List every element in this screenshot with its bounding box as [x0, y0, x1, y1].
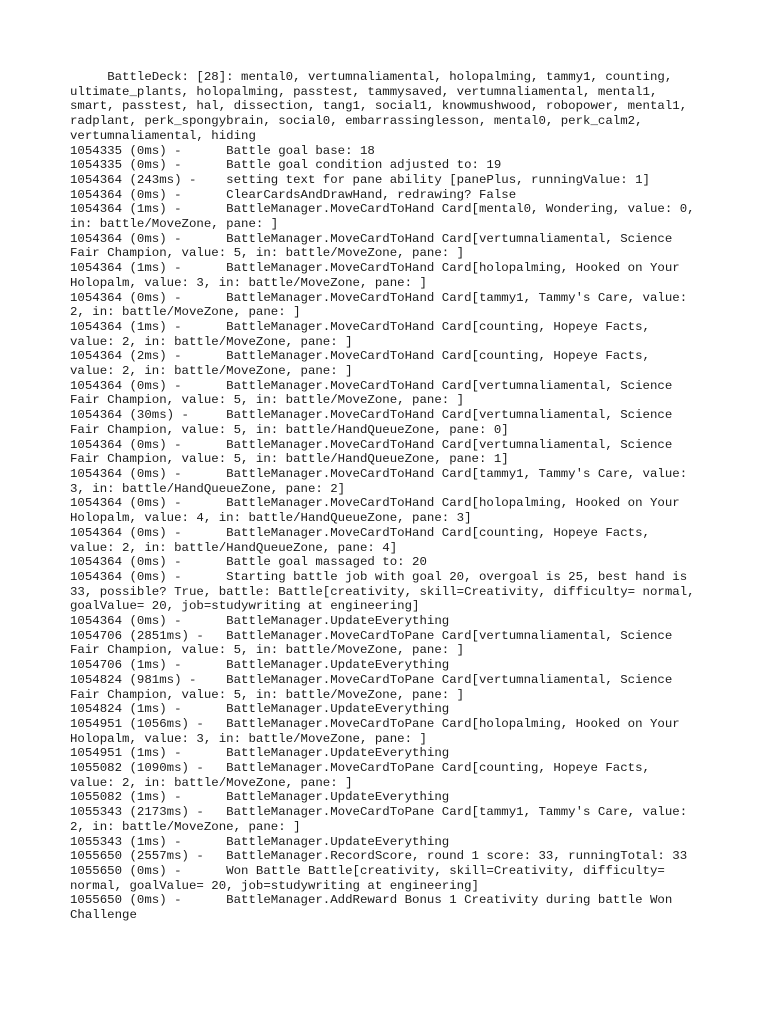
log-line: 1055650 (0ms) - Won Battle Battle[creativity, skill=Creativity, difficulty= normal, goalValue= 20, job=studywriting at engineering] — [70, 863, 673, 893]
log-line: 1054335 (0ms) - Battle goal condition adjusted to: 19 — [70, 158, 502, 173]
log-line: 1054951 (1056ms) - BattleManager.MoveCardToPane Card[holopalming, Hooked on Your Holopalm, value: 3, in: battle/MoveZone, pane: ] — [70, 716, 688, 746]
log-line-battledeck: BattleDeck: [28]: mental0, vertumnaliamental, holopalming, tammy1, counting, ultimate_plants, holopalming, passtest, tammysaved, vertumnaliamental, mental1, smart, passtest, hal, dissection, tang1, social1, knowmushwood, robopower, mental1, radplant, perk_spongybrain, social0, embarrassinglesson, mental0, perk_calm2, vertumnaliamental, hiding — [70, 70, 695, 143]
log-line: 1054335 (0ms) - Battle goal base: 18 — [70, 143, 375, 158]
log-line: 1055650 (0ms) - BattleManager.AddReward Bonus 1 Creativity during battle Won Challenge — [70, 893, 680, 923]
log-line: 1054364 (0ms) - BattleManager.MoveCardToHand Card[vertumnaliamental, Science Fair Champion, value: 5, in: battle/HandQueueZone, pane: 1] — [70, 437, 680, 467]
log-line: 1055343 (1ms) - BattleManager.UpdateEverything — [70, 834, 450, 849]
log-line: 1054706 (1ms) - BattleManager.UpdateEverything — [70, 658, 450, 673]
log-line: 1054364 (0ms) - BattleManager.MoveCardToHand Card[counting, Hopeye Facts, value: 2, in: battle/HandQueueZone, pane: 4] — [70, 525, 658, 555]
log-line: 1054824 (1ms) - BattleManager.UpdateEverything — [70, 702, 450, 717]
log-line: 1055082 (1090ms) - BattleManager.MoveCardToPane Card[counting, Hopeye Facts, value: 2, in: battle/MoveZone, pane: ] — [70, 761, 658, 790]
log-line: 1054364 (0ms) - BattleManager.UpdateEverything — [70, 614, 450, 629]
log-text-block — [70, 70, 703, 923]
log-line: 1054364 (243ms) - setting text for pane ability [panePlus, runningValue: 1] — [70, 172, 650, 187]
log-line: 1054364 (0ms) - ClearCardsAndDrawHand, redrawing? False — [70, 187, 517, 202]
log-line: 1054364 (30ms) - BattleManager.MoveCardToHand Card[vertumnaliamental, Science Fair Champion, value: 5, in: battle/HandQueueZone, pane: 0] — [70, 408, 680, 437]
log-line: 1054364 (1ms) - BattleManager.MoveCardToHand Card[counting, Hopeye Facts, value: 2, in: battle/MoveZone, pane: ] — [70, 319, 658, 349]
log-line: 1054364 (0ms) - Battle goal massaged to: 20 — [70, 555, 427, 570]
log-line: 1054364 (2ms) - BattleManager.MoveCardToHand Card[counting, Hopeye Facts, value: 2, in: battle/MoveZone, pane: ] — [70, 349, 658, 379]
log-line: 1054706 (2851ms) - BattleManager.MoveCardToPane Card[vertumnaliamental, Science Fair Champion, value: 5, in: battle/MoveZone, pane: ] — [70, 628, 680, 658]
log-line: 1054364 (0ms) - BattleManager.MoveCardToHand Card[holopalming, Hooked on Your Holopalm, value: 4, in: battle/HandQueueZone, pane: 3] — [70, 496, 688, 526]
log-line: 1054364 (0ms) - BattleManager.MoveCardToHand Card[vertumnaliamental, Science Fair Champion, value: 5, in: battle/MoveZone, pane: ] — [70, 378, 680, 408]
log-line: 1054364 (0ms) - BattleManager.MoveCardToHand Card[tammy1, Tammy's Care, value: 2, in: battle/MoveZone, pane: ] — [70, 290, 695, 320]
log-line: 1054364 (0ms) - BattleManager.MoveCardToHand Card[tammy1, Tammy's Care, value: 3, in: battle/HandQueueZone, pane: 2] — [70, 466, 695, 496]
log-line: 1054364 (1ms) - BattleManager.MoveCardToHand Card[mental0, Wondering, value: 0, in: battle/MoveZone, pane: ] — [70, 202, 703, 232]
log-line: 1054364 (0ms) - Starting battle job with goal 20, overgoal is 25, best hand is 33, possible? True, battle: Battle[creativity, skill=Creativity, difficulty= normal, goalValue= 20, job=studywriting at engineering] — [70, 569, 703, 614]
log-line: 1055082 (1ms) - BattleManager.UpdateEverything — [70, 790, 450, 805]
log-line: 1054364 (0ms) - BattleManager.MoveCardToHand Card[vertumnaliamental, Science Fair Champion, value: 5, in: battle/MoveZone, pane: ] — [70, 231, 680, 261]
log-line: 1054951 (1ms) - BattleManager.UpdateEverything — [70, 746, 450, 761]
log-line: 1055650 (2557ms) - BattleManager.RecordScore, round 1 score: 33, runningTotal: 33 — [70, 849, 688, 864]
log-line: 1054824 (981ms) - BattleManager.MoveCardToPane Card[vertumnaliamental, Science Fair Champion, value: 5, in: battle/MoveZone, pane: ] — [70, 672, 680, 702]
log-line: 1055343 (2173ms) - BattleManager.MoveCardToPane Card[tammy1, Tammy's Care, value: 2, in: battle/MoveZone, pane: ] — [70, 805, 695, 834]
log-line: 1054364 (1ms) - BattleManager.MoveCardToHand Card[holopalming, Hooked on Your Holopalm, value: 3, in: battle/MoveZone, pane: ] — [70, 261, 688, 290]
